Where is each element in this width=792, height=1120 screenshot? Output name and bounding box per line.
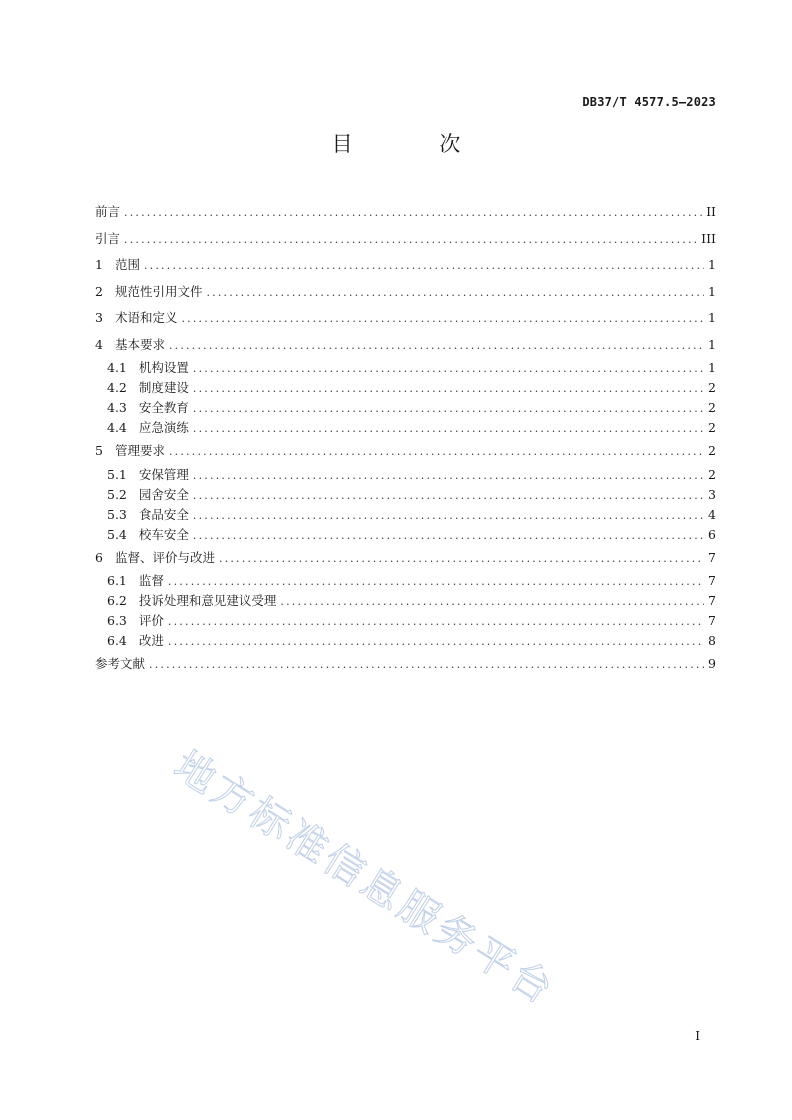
toc-entry-number: 4.4 xyxy=(107,420,127,435)
toc-entry-label: 投诉处理和意见建议受理 xyxy=(138,593,277,608)
toc-entry[interactable] xyxy=(95,591,716,611)
toc-entry-label: 食品安全 xyxy=(138,506,189,522)
toc-entry-page: III xyxy=(701,230,716,246)
toc-entry-page: 1 xyxy=(708,257,716,272)
toc-entry-page: 2 xyxy=(708,380,716,395)
toc-entry-page: 1 xyxy=(708,360,716,375)
table-of-contents xyxy=(95,199,716,678)
toc-entry-number: 5.3 xyxy=(107,506,127,522)
toc-entry[interactable] xyxy=(95,545,716,572)
toc-entry-label: 监督、评价与改进 xyxy=(114,549,215,565)
toc-dot-leader xyxy=(193,359,704,379)
standard-code: DB37/T 4577.5—2023 xyxy=(582,95,716,109)
toc-entry[interactable] xyxy=(95,305,716,332)
toc-dot-leader xyxy=(149,652,704,679)
toc-entry[interactable] xyxy=(95,378,716,398)
toc-dot-leader xyxy=(168,612,704,632)
toc-dot-leader xyxy=(193,379,704,399)
toc-dot-leader xyxy=(206,280,704,307)
toc-dot-leader xyxy=(168,572,704,592)
toc-dot-leader xyxy=(219,546,704,573)
toc-entry-page: 7 xyxy=(708,613,716,628)
toc-entry-page: 2 xyxy=(708,420,716,435)
toc-entry-label: 管理要求 xyxy=(114,443,165,458)
toc-dot-leader xyxy=(193,399,704,419)
toc-entry[interactable] xyxy=(95,525,716,545)
toc-entry-page: 2 xyxy=(708,466,716,482)
toc-entry-label: 机构设置 xyxy=(138,360,189,375)
toc-entry-page: 1 xyxy=(708,310,716,325)
toc-entry-number: 6.4 xyxy=(107,633,127,648)
toc-entry-page: 3 xyxy=(708,486,716,502)
toc-dot-leader xyxy=(193,486,704,506)
toc-entry-number: 4 xyxy=(95,336,103,352)
toc-entry[interactable] xyxy=(95,465,716,485)
toc-dot-leader xyxy=(124,227,697,254)
toc-entry-number: 5.1 xyxy=(107,466,127,482)
toc-entry-number: 4.2 xyxy=(107,380,127,395)
toc-dot-leader xyxy=(193,526,704,546)
toc-entry-number: 2 xyxy=(95,283,103,299)
footer-page-number: I xyxy=(695,1029,700,1043)
toc-entry-label: 监督 xyxy=(138,573,164,588)
toc-entry-number: 3 xyxy=(95,310,103,325)
toc-entry[interactable] xyxy=(95,398,716,418)
toc-entry-label: 安保管理 xyxy=(138,466,189,482)
toc-entry[interactable] xyxy=(95,611,716,631)
toc-entry[interactable] xyxy=(95,358,716,378)
toc-entry-label: 基本要求 xyxy=(114,336,165,352)
toc-entry[interactable] xyxy=(95,505,716,525)
toc-entry-label: 改进 xyxy=(138,633,164,648)
toc-entry-label: 引言 xyxy=(95,230,121,246)
toc-entry[interactable] xyxy=(95,438,716,465)
toc-entry-number: 6.3 xyxy=(107,613,127,628)
toc-entry-number: 4.1 xyxy=(107,360,127,375)
toc-dot-leader xyxy=(169,439,704,466)
toc-dot-leader xyxy=(168,632,704,652)
toc-entry-page: 2 xyxy=(708,443,716,458)
toc-entry[interactable] xyxy=(95,279,716,306)
toc-entry-label: 规范性引用文件 xyxy=(114,283,203,299)
toc-dot-leader xyxy=(169,333,704,360)
watermark: 地方标准信息服务平台 xyxy=(165,742,564,1015)
toc-entry[interactable] xyxy=(95,252,716,279)
toc-entry-number: 6.1 xyxy=(107,573,127,588)
toc-dot-leader xyxy=(280,592,704,612)
toc-entry-page: 7 xyxy=(708,593,716,608)
toc-entry-page: 8 xyxy=(708,633,716,648)
toc-entry-number: 5.2 xyxy=(107,486,127,502)
toc-dot-leader xyxy=(193,466,704,486)
toc-entry-number: 1 xyxy=(95,257,103,272)
toc-entry-page: 7 xyxy=(708,549,716,565)
toc-dot-leader xyxy=(144,253,704,280)
toc-entry[interactable] xyxy=(95,226,716,253)
toc-entry-label: 参考文献 xyxy=(95,656,146,671)
toc-entry-number: 5 xyxy=(95,443,103,458)
toc-entry-label: 校车安全 xyxy=(138,526,189,542)
toc-entry-page: 7 xyxy=(708,573,716,588)
toc-entry-number: 6 xyxy=(95,549,103,565)
toc-entry[interactable] xyxy=(95,485,716,505)
toc-entry-page: 9 xyxy=(708,656,716,671)
toc-dot-leader xyxy=(193,506,704,526)
toc-entry-label: 术语和定义 xyxy=(114,310,178,325)
toc-entry-label: 制度建设 xyxy=(138,380,189,395)
toc-entry-label: 评价 xyxy=(138,613,164,628)
toc-entry-label: 前言 xyxy=(95,204,121,219)
toc-entry[interactable] xyxy=(95,651,716,678)
toc-entry-number: 6.2 xyxy=(107,593,127,608)
toc-entry[interactable] xyxy=(95,199,716,226)
toc-entry-label: 安全教育 xyxy=(138,400,189,415)
toc-entry[interactable] xyxy=(95,418,716,438)
toc-entry-page: II xyxy=(706,204,716,219)
toc-entry-page: 6 xyxy=(708,526,716,542)
toc-entry[interactable] xyxy=(95,631,716,651)
toc-entry[interactable] xyxy=(95,571,716,591)
toc-entry-page: 1 xyxy=(708,336,716,352)
toc-dot-leader xyxy=(193,419,704,439)
toc-entry-number: 4.3 xyxy=(107,400,127,415)
toc-entry-page: 1 xyxy=(708,283,716,299)
toc-dot-leader xyxy=(181,306,704,333)
toc-entry-number: 5.4 xyxy=(107,526,127,542)
toc-dot-leader xyxy=(124,200,702,227)
toc-entry-label: 应急演练 xyxy=(138,420,189,435)
toc-entry-label: 园舍安全 xyxy=(138,486,189,502)
toc-entry-page: 4 xyxy=(708,506,716,522)
toc-entry[interactable] xyxy=(95,332,716,359)
toc-entry-label: 范围 xyxy=(114,257,140,272)
toc-entry-page: 2 xyxy=(708,400,716,415)
page-title: 目 次 xyxy=(331,132,501,156)
